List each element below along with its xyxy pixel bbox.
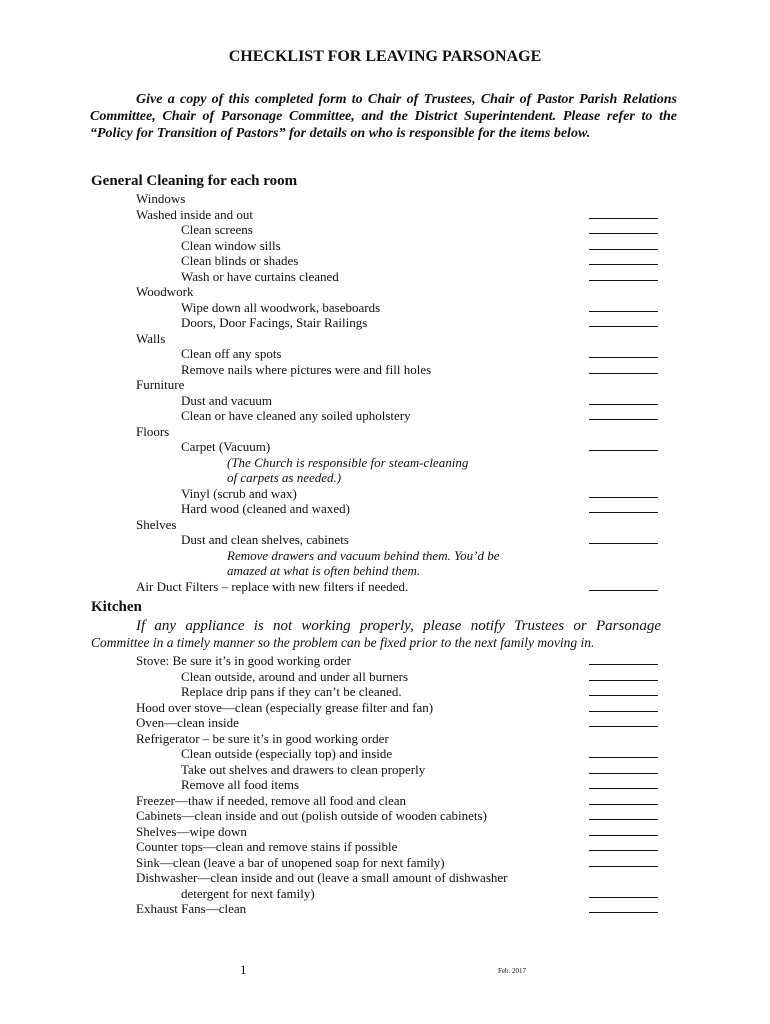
checklist-item-label: Hard wood (cleaned and waxed) [181,501,350,516]
checklist-item-label: Refrigerator – be sure it’s in good working order [136,730,389,746]
revision-date: Feb. 2017 [498,967,526,975]
general-cleaning-list [0,191,770,594]
checklist-item [0,362,770,378]
checklist-item [0,579,770,595]
kitchen-heading: Kitchen [91,599,142,615]
checklist-item-label: Shelves—wipe down [136,823,247,839]
checklist-item-label: Clean outside, around and under all burners [181,668,409,684]
checklist-item-label: Clean outside (especially top) and inside [181,746,393,761]
checklist-item-label: (The Church is responsible for steam-cleaning [227,454,469,470]
completion-blank[interactable] [589,804,658,805]
checklist-item-label: Furniture [136,377,185,392]
checklist-item [0,408,770,424]
completion-blank[interactable] [589,835,658,836]
checklist-item-label: Wash or have curtains cleaned [181,268,339,284]
intro-paragraph [90,91,677,142]
checklist-item-label: Stove: Be sure it’s in good working order [136,653,351,668]
checklist-item [0,762,770,778]
completion-blank[interactable] [589,264,658,265]
general-cleaning-heading: General Cleaning for each room [91,173,298,189]
checklist-item [0,300,770,316]
completion-blank[interactable] [589,326,658,327]
checklist-item [0,700,770,716]
checklist-item [0,824,770,840]
checklist-note [0,563,770,579]
completion-blank[interactable] [589,695,658,696]
checklist-item-label: of carpets as needed.) [227,470,342,485]
checklist-item [0,731,770,747]
completion-blank[interactable] [589,788,658,789]
completion-blank[interactable] [589,357,658,358]
checklist-item [0,684,770,700]
checklist-item-label: Remove drawers and vacuum behind them. You’d be [227,547,500,563]
completion-blank[interactable] [589,757,658,758]
completion-blank[interactable] [589,311,658,312]
checklist-item [0,886,770,902]
completion-blank[interactable] [589,218,658,219]
checklist-item-label: Oven—clean inside [136,715,239,730]
checklist-item-label: Exhaust Fans—clean [136,901,247,916]
kitchen-note-line-2: Committee in a timely manner so the problem can be fixed prior to the next family moving in. [91,635,595,650]
checklist-item [0,501,770,517]
checklist-item [0,669,770,685]
checklist-item-label: Dust and clean shelves, cabinets [181,532,349,547]
checklist-item [0,808,770,824]
completion-blank[interactable] [589,819,658,820]
checklist-item [0,746,770,762]
checklist-item-label: Washed inside and out [136,206,254,222]
checklist-item [0,715,770,731]
checklist-item [0,901,770,917]
checklist-item-label: Clean off any spots [181,346,282,361]
checklist-item-label: Clean window sills [181,237,281,253]
kitchen-note-line-1: If any appliance is not working properly, please notify Trustees or Parsonage [136,618,661,634]
checklist-item-label: Clean screens [181,222,253,237]
checklist-item-label: Take out shelves and drawers to clean properly [181,761,426,777]
checklist-item-label: Counter tops—clean and remove stains if possible [136,839,398,854]
checklist-item-label: Clean blinds or shades [181,253,299,268]
checklist-item-label: Freezer—thaw if needed, remove all food and clean [136,792,406,808]
completion-blank[interactable] [589,726,658,727]
checklist-item [0,793,770,809]
checklist-item [0,315,770,331]
checklist-item-label: Dust and vacuum [181,392,272,408]
completion-blank[interactable] [589,897,658,898]
checklist-item [0,532,770,548]
checklist-item [0,839,770,855]
kitchen-list [0,653,770,917]
completion-blank[interactable] [589,680,658,681]
page-number: 1 [240,962,247,977]
completion-blank[interactable] [589,233,658,234]
checklist-item-label: Carpet (Vacuum) [181,439,271,454]
kitchen-note [91,617,661,652]
checklist-item [0,777,770,793]
page-title: CHECKLIST FOR LEAVING PARSONAGE [228,48,542,65]
completion-blank[interactable] [589,773,658,774]
checklist-item-label: Remove nails where pictures were and fill holes [181,361,432,377]
completion-blank[interactable] [589,373,658,374]
checklist-item-label: Clean or have cleaned any soiled upholstery [181,408,411,423]
checklist-item [0,855,770,871]
completion-blank[interactable] [589,419,658,420]
checklist-note [0,548,770,564]
checklist-item-label: Windows [136,191,186,206]
checklist-item-label: Remove all food items [181,777,300,792]
checklist-item-label: Walls [136,330,166,346]
checklist-item [0,346,770,362]
checklist-item-label: Doors, Door Facings, Stair Railings [181,315,368,330]
checklist-item [0,486,770,502]
checklist-item [0,653,770,669]
checklist-note [0,455,770,471]
checklist-item-label: amazed at what is often behind them. [227,563,421,578]
completion-blank[interactable] [589,866,658,867]
checklist-item-label: Sink—clean (leave a bar of unopened soap for next family) [136,854,445,870]
checklist-item [0,517,770,533]
checklist-item [0,207,770,223]
completion-blank[interactable] [589,664,658,665]
checklist-item [0,269,770,285]
completion-blank[interactable] [589,404,658,405]
checklist-item [0,870,770,886]
checklist-item [0,331,770,347]
completion-blank[interactable] [589,711,658,712]
completion-blank[interactable] [589,450,658,451]
completion-blank[interactable] [589,912,658,913]
checklist-item-label: Floors [136,423,170,439]
completion-blank[interactable] [589,850,658,851]
checklist-item-label: Cabinets—clean inside and out (polish outside of wooden cabinets) [136,808,487,823]
checklist-item [0,424,770,440]
checklist-item [0,439,770,455]
checklist-item [0,238,770,254]
checklist-item-label: Wipe down all woodwork, baseboards [181,299,381,315]
completion-blank[interactable] [589,512,658,513]
checklist-item-label: Dishwasher—clean inside and out (leave a small amount of dishwasher [136,870,508,885]
checklist-item [0,191,770,207]
checklist-note [0,470,770,486]
checklist-item-label: detergent for next family) [181,885,315,901]
intro-text: Give a copy of this completed form to Chair of Trustees, Chair of Pastor Parish Relations Committee, Chair of Parsonage Committee, and the District Superintendent. Please refer to the “Policy for Transition of Pastors” for details on who is responsible for the items below. [90,92,677,141]
checklist-item [0,253,770,269]
completion-blank[interactable] [589,497,658,498]
completion-blank[interactable] [589,280,658,281]
checklist-item [0,377,770,393]
checklist-item-label: Woodwork [136,284,194,299]
checklist-item-label: Shelves [136,516,177,532]
checklist-item-label: Hood over stove—clean (especially grease filter and fan) [136,699,434,715]
completion-blank[interactable] [589,249,658,250]
checklist-item [0,284,770,300]
checklist-item [0,222,770,238]
checklist-item-label: Air Duct Filters – replace with new filters if needed. [136,578,409,594]
checklist-item-label: Replace drip pans if they can’t be cleaned. [181,684,402,699]
completion-blank[interactable] [589,590,658,591]
checklist-item [0,393,770,409]
checklist-item-label: Vinyl (scrub and wax) [181,485,297,501]
completion-blank[interactable] [589,543,658,544]
